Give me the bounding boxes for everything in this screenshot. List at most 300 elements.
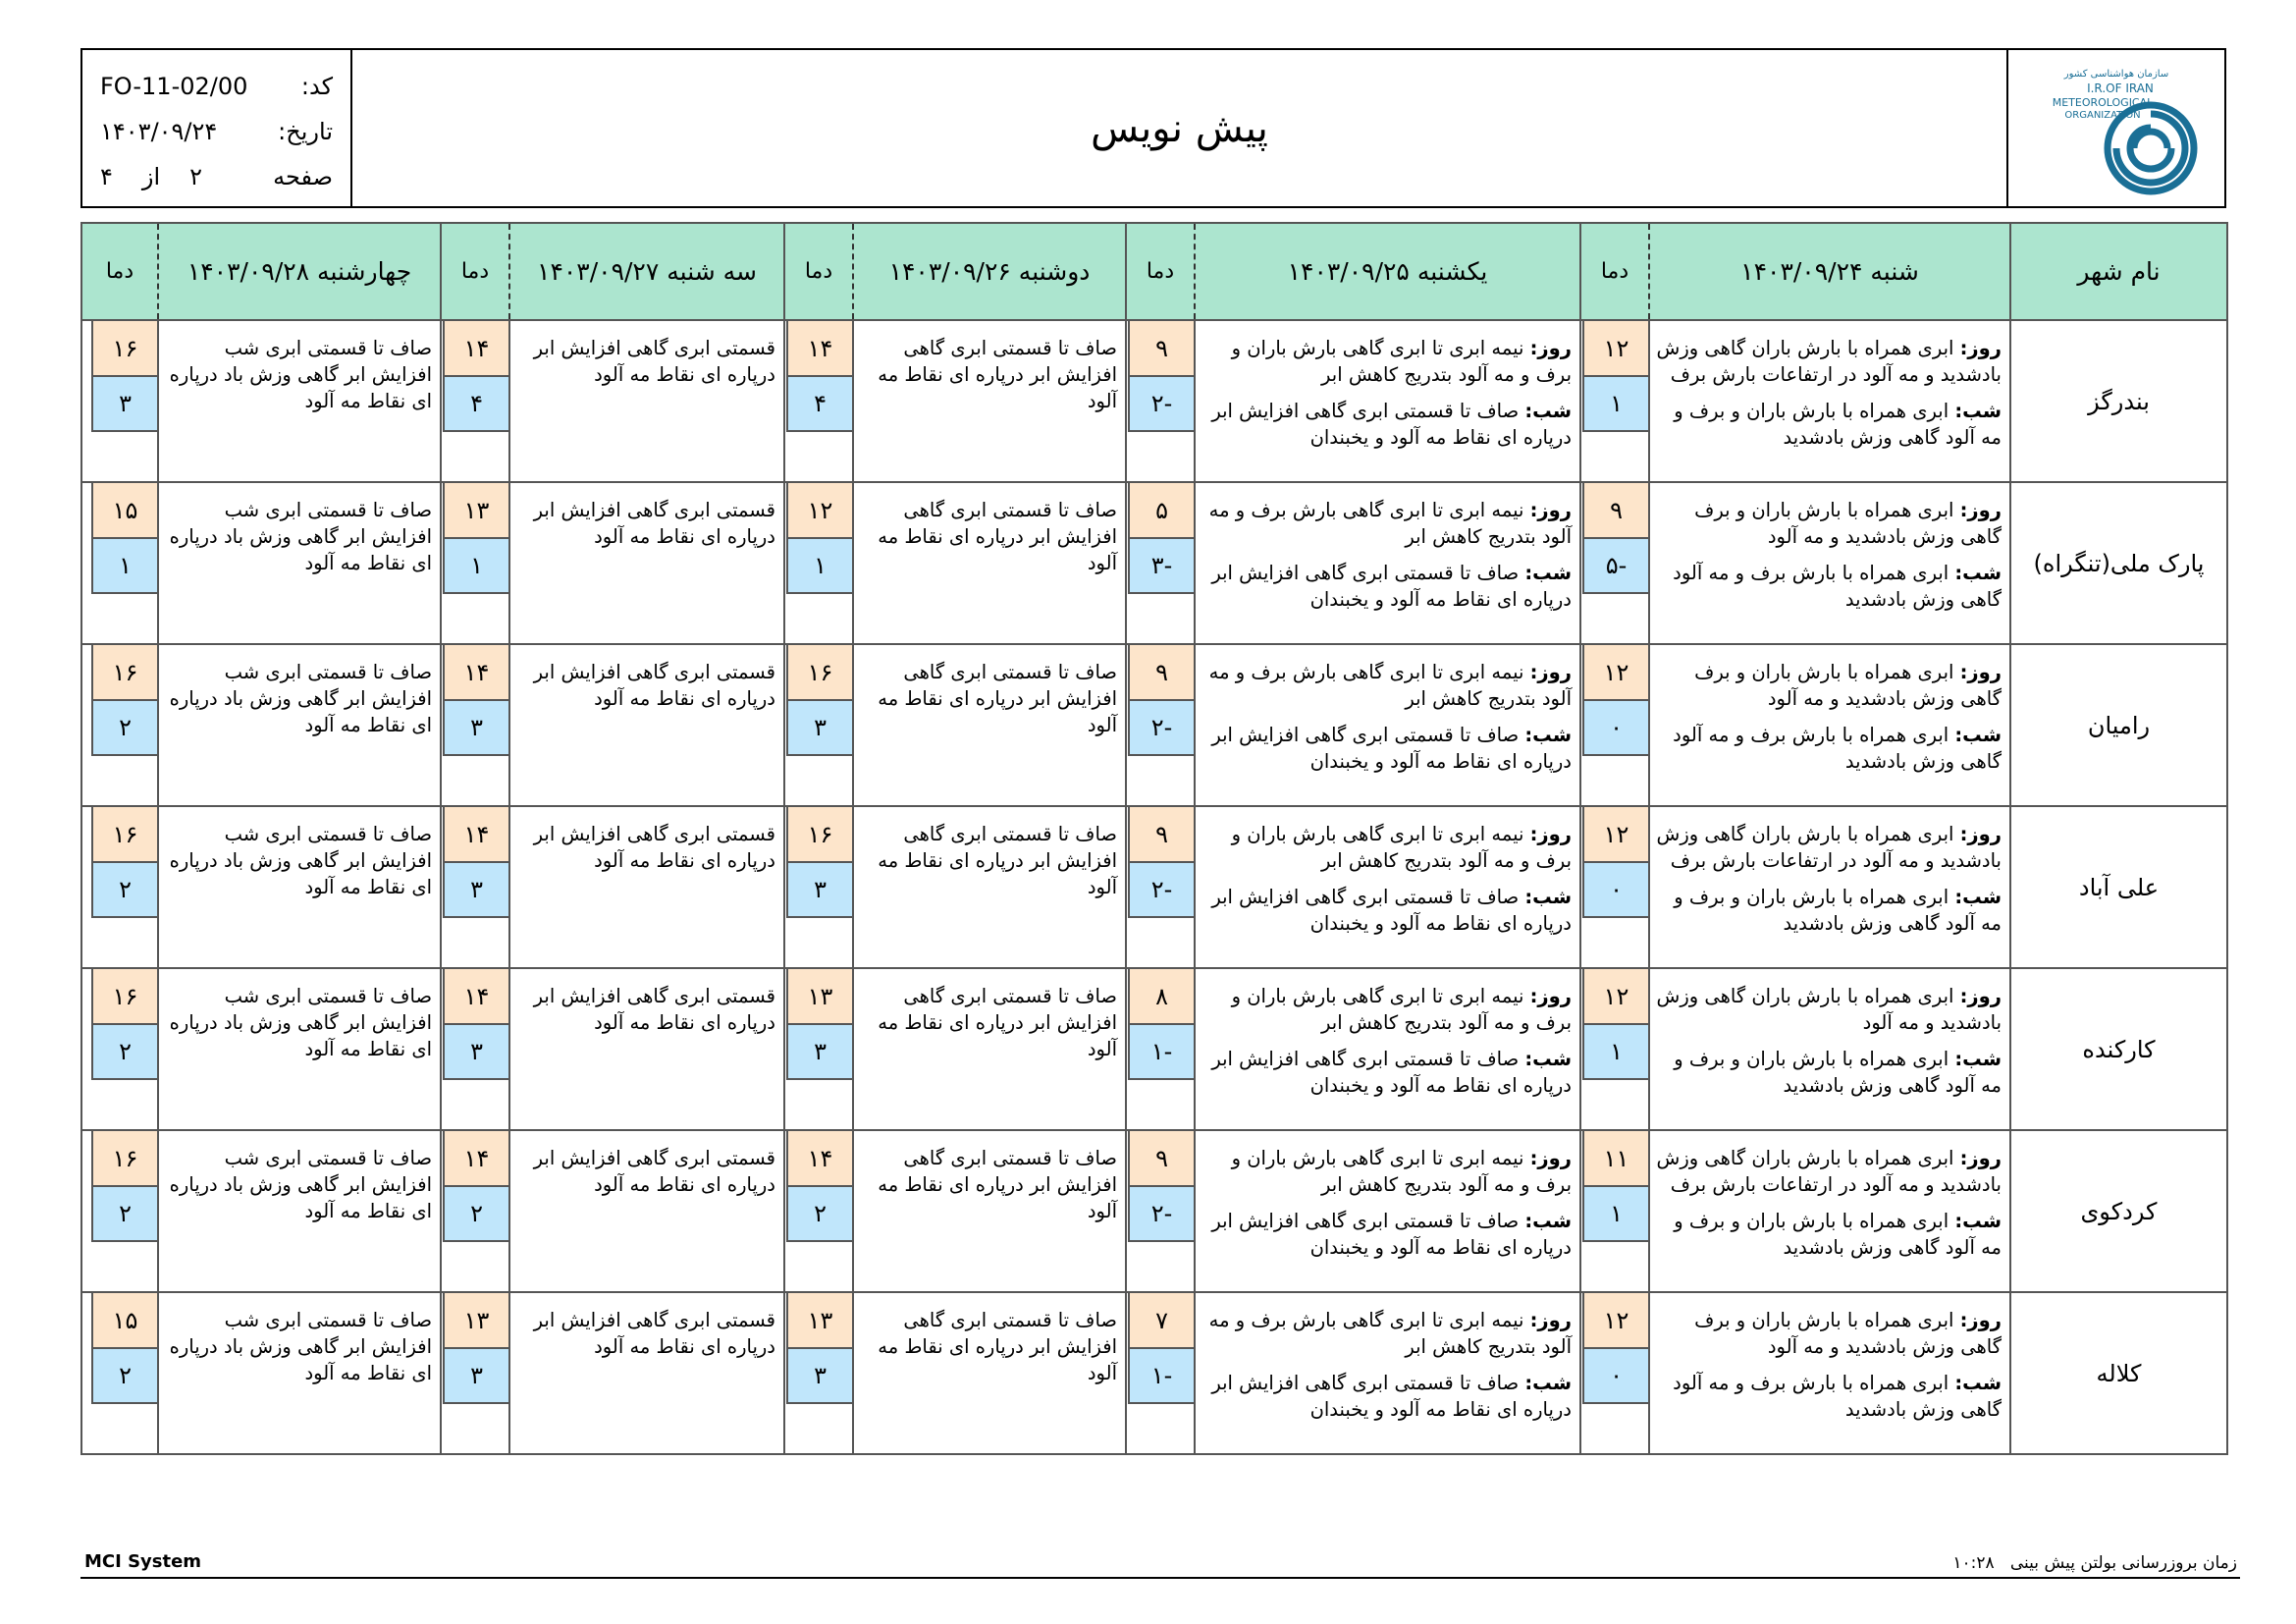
temp-box xyxy=(91,1131,157,1242)
temp-cell xyxy=(1580,1292,1649,1454)
temp-box xyxy=(1128,1293,1194,1404)
forecast-text: صاف تا قسمتی ابری شب افزایش ابر گاهی وزش باد درپاره ای نقاط مه آلود xyxy=(158,968,441,1130)
day-text: ابری همراه با بارش باران گاهی وزش بادشدید و مه آلود در ارتفاعات بارش برف xyxy=(1656,1147,2002,1196)
night-text: صاف تا قسمتی ابری گاهی افزایش ابر درپاره ای نقاط مه آلود و یخبندان xyxy=(1211,400,1572,449)
temp-box xyxy=(1582,807,1648,918)
temp-cell xyxy=(1580,968,1649,1130)
max-temp: ۱۴ xyxy=(786,1131,852,1187)
forecast-text: صاف تا قسمتی ابری گاهی افزایش ابر درپاره ای نقاط مه آلود xyxy=(853,482,1126,644)
day-header-5: چهارشنبه ۱۴۰۳/۰۹/۲۸ xyxy=(158,223,441,320)
max-temp: ۱۶ xyxy=(786,645,852,701)
forecast-day-night xyxy=(1649,1130,2010,1292)
night-forecast xyxy=(1656,722,2002,775)
forecast-text: صاف تا قسمتی ابری شب افزایش ابر گاهی وزش باد درپاره ای نقاط مه آلود xyxy=(158,644,441,806)
temp-header-2: دما xyxy=(1126,223,1195,320)
page-of: از xyxy=(141,163,161,190)
document-header xyxy=(80,48,2226,208)
night-text: صاف تا قسمتی ابری گاهی افزایش ابر درپاره ای نقاط مه آلود و یخبندان xyxy=(1211,562,1572,611)
max-temp: ۱۴ xyxy=(443,1131,508,1187)
temp-box xyxy=(1128,807,1194,918)
night-forecast xyxy=(1201,398,1572,451)
day-label: روز: xyxy=(1529,1309,1572,1331)
day-forecast xyxy=(1656,1307,2002,1360)
min-temp: ۱ xyxy=(1582,377,1648,432)
day-text: نیمه ابری تا ابری گاهی بارش برف و مه آلود بتدریج کاهش ابر xyxy=(1208,661,1572,710)
max-temp: ۱۱ xyxy=(1582,1131,1648,1187)
max-temp: ۱۲ xyxy=(786,483,852,539)
day-text: ابری همراه با بارش باران و برف گاهی وزش بادشدید و مه آلود xyxy=(1694,661,2002,710)
table-row xyxy=(81,482,2227,644)
night-text: صاف تا قسمتی ابری گاهی افزایش ابر درپاره ای نقاط مه آلود و یخبندان xyxy=(1211,724,1572,773)
temp-header-3: دما xyxy=(784,223,853,320)
temp-header-4: دما xyxy=(441,223,509,320)
night-forecast xyxy=(1201,560,1572,613)
max-temp: ۱۲ xyxy=(1582,1293,1648,1349)
min-temp: ۲ xyxy=(443,1187,508,1242)
city-header: نام شهر xyxy=(2010,223,2227,320)
min-temp: -۲ xyxy=(1128,701,1194,756)
forecast-text: صاف تا قسمتی ابری شب افزایش ابر گاهی وزش باد درپاره ای نقاط مه آلود xyxy=(158,482,441,644)
forecast-day-night xyxy=(1649,320,2010,482)
forecast-text: صاف تا قسمتی ابری گاهی افزایش ابر درپاره ای نقاط مه آلود xyxy=(853,320,1126,482)
date-label: تاریخ: xyxy=(278,118,333,145)
min-temp: -۲ xyxy=(1128,377,1194,432)
page-number: ۲ xyxy=(189,163,203,190)
logo-text-en1: I.R.OF IRAN xyxy=(2087,81,2154,95)
temp-box xyxy=(1128,321,1194,432)
day-text: ابری همراه با بارش باران و برف گاهی وزش بادشدید و مه آلود xyxy=(1694,499,2002,548)
day-text: نیمه ابری تا ابری گاهی بارش باران و برف و مه آلود بتدریج کاهش ابر xyxy=(1231,985,1572,1034)
min-temp: -۵ xyxy=(1582,539,1648,594)
temp-cell xyxy=(784,806,853,968)
temp-cell xyxy=(1580,806,1649,968)
forecast-day-night xyxy=(1195,320,1580,482)
temp-box xyxy=(1582,321,1648,432)
max-temp: ۹ xyxy=(1128,807,1194,863)
footer-divider xyxy=(80,1577,2240,1579)
max-temp: ۱۵ xyxy=(91,483,157,539)
temp-box xyxy=(786,1131,852,1242)
temp-cell xyxy=(81,1130,158,1292)
temp-box xyxy=(91,321,157,432)
night-label: شب: xyxy=(1954,1048,2002,1070)
night-text: صاف تا قسمتی ابری گاهی افزایش ابر درپاره ای نقاط مه آلود و یخبندان xyxy=(1211,886,1572,935)
temp-box xyxy=(786,645,852,756)
min-temp: ۳ xyxy=(91,377,157,432)
max-temp: ۹ xyxy=(1128,645,1194,701)
day-text: ابری همراه با بارش باران گاهی وزش بادشدید و مه آلود در ارتفاعات بارش برف xyxy=(1656,337,2002,386)
temp-cell xyxy=(81,482,158,644)
min-temp: ۰ xyxy=(1582,701,1648,756)
forecast-text: صاف تا قسمتی ابری گاهی افزایش ابر درپاره ای نقاط مه آلود xyxy=(853,1292,1126,1454)
night-forecast xyxy=(1656,560,2002,613)
forecast-day-night xyxy=(1195,1292,1580,1454)
max-temp: ۱۶ xyxy=(786,807,852,863)
day-header-4: سه شنبه ۱۴۰۳/۰۹/۲۷ xyxy=(509,223,784,320)
night-label: شب: xyxy=(1954,1210,2002,1232)
max-temp: ۷ xyxy=(1128,1293,1194,1349)
temp-cell xyxy=(441,806,509,968)
document-info xyxy=(82,50,352,206)
max-temp: ۱۴ xyxy=(443,321,508,377)
day-label: روز: xyxy=(1959,1309,2002,1331)
temp-cell xyxy=(1126,1130,1195,1292)
temp-box xyxy=(443,645,508,756)
temp-cell xyxy=(441,1292,509,1454)
night-label: شب: xyxy=(1954,1372,2002,1394)
table-header-row xyxy=(81,223,2227,320)
page-label: صفحه xyxy=(273,163,333,190)
temp-cell xyxy=(81,1292,158,1454)
temp-cell xyxy=(81,644,158,806)
night-forecast xyxy=(1656,1208,2002,1261)
forecast-text: قسمتی ابری گاهی افزایش ابر درپاره ای نقاط مه آلود xyxy=(509,968,784,1130)
day-forecast xyxy=(1656,1145,2002,1198)
day-forecast xyxy=(1201,1307,1572,1360)
forecast-day-night xyxy=(1649,806,2010,968)
temp-cell xyxy=(441,320,509,482)
table-row xyxy=(81,320,2227,482)
day-label: روز: xyxy=(1959,985,2002,1007)
city-name: بندرگز xyxy=(2010,320,2227,482)
date-value: ۱۴۰۳/۰۹/۲۴ xyxy=(100,118,218,145)
page-title: پیش نویس xyxy=(1091,105,1268,151)
organization-logo xyxy=(2006,50,2224,206)
min-temp: ۲ xyxy=(91,1025,157,1080)
min-temp: ۰ xyxy=(1582,1349,1648,1404)
min-temp: -۱ xyxy=(1128,1025,1194,1080)
temp-box xyxy=(1128,1131,1194,1242)
max-temp: ۱۴ xyxy=(443,645,508,701)
min-temp: ۱ xyxy=(91,539,157,594)
night-text: صاف تا قسمتی ابری گاهی افزایش ابر درپاره ای نقاط مه آلود و یخبندان xyxy=(1211,1210,1572,1259)
code-value: FO-11-02/00 xyxy=(100,73,248,100)
forecast-text: صاف تا قسمتی ابری شب افزایش ابر گاهی وزش باد درپاره ای نقاط مه آلود xyxy=(158,320,441,482)
temp-box xyxy=(786,483,852,594)
day-label: روز: xyxy=(1959,499,2002,521)
temp-cell xyxy=(1580,1130,1649,1292)
temp-header-5: دما xyxy=(81,223,158,320)
day-text: ابری همراه با بارش باران و برف گاهی وزش بادشدید و مه آلود xyxy=(1694,1309,2002,1358)
night-label: شب: xyxy=(1524,886,1572,908)
temp-cell xyxy=(1580,320,1649,482)
temp-box xyxy=(1128,969,1194,1080)
temp-box xyxy=(91,1293,157,1404)
max-temp: ۱۶ xyxy=(91,1131,157,1187)
night-text: ابری همراه با بارش برف و مه آلود گاهی وزش بادشدید xyxy=(1673,1372,2002,1421)
city-name: رامیان xyxy=(2010,644,2227,806)
temp-box xyxy=(1582,1293,1648,1404)
night-label: شب: xyxy=(1954,724,2002,746)
min-temp: ۳ xyxy=(786,701,852,756)
temp-cell xyxy=(784,968,853,1130)
forecast-text: قسمتی ابری گاهی افزایش ابر درپاره ای نقاط مه آلود xyxy=(509,482,784,644)
max-temp: ۱۴ xyxy=(443,969,508,1025)
temp-cell xyxy=(1580,644,1649,806)
temp-box xyxy=(443,1293,508,1404)
min-temp: ۲ xyxy=(91,1349,157,1404)
day-label: روز: xyxy=(1529,499,1572,521)
max-temp: ۱۲ xyxy=(1582,645,1648,701)
night-label: شب: xyxy=(1524,1048,1572,1070)
day-text: ابری همراه با بارش باران گاهی وزش بادشدید و مه آلود در ارتفاعات بارش برف xyxy=(1656,823,2002,872)
night-label: شب: xyxy=(1954,562,2002,584)
code-label: کد: xyxy=(300,73,333,100)
night-forecast xyxy=(1201,1370,1572,1423)
city-name: علی آباد xyxy=(2010,806,2227,968)
day-text: ابری همراه با بارش باران گاهی وزش بادشدید و مه آلود xyxy=(1656,985,2002,1034)
day-forecast xyxy=(1656,335,2002,388)
forecast-text: قسمتی ابری گاهی افزایش ابر درپاره ای نقاط مه آلود xyxy=(509,644,784,806)
temp-cell xyxy=(1126,968,1195,1130)
min-temp: ۳ xyxy=(443,701,508,756)
max-temp: ۱۶ xyxy=(91,645,157,701)
min-temp: ۱ xyxy=(786,539,852,594)
max-temp: ۱۶ xyxy=(91,807,157,863)
day-forecast xyxy=(1201,659,1572,712)
min-temp: ۳ xyxy=(786,1025,852,1080)
forecast-text: صاف تا قسمتی ابری شب افزایش ابر گاهی وزش باد درپاره ای نقاط مه آلود xyxy=(158,806,441,968)
temp-box xyxy=(443,807,508,918)
max-temp: ۹ xyxy=(1128,321,1194,377)
night-text: ابری همراه با بارش برف و مه آلود گاهی وزش بادشدید xyxy=(1673,724,2002,773)
min-temp: ۳ xyxy=(443,1025,508,1080)
temp-box xyxy=(786,807,852,918)
logo-text-fa: سازمان هواشناسی کشور xyxy=(2063,68,2169,80)
day-forecast xyxy=(1656,983,2002,1036)
night-label: شب: xyxy=(1524,562,1572,584)
logo-text-en3: ORGANIZATION xyxy=(2064,109,2141,121)
temp-cell xyxy=(1126,482,1195,644)
temp-cell xyxy=(1126,1292,1195,1454)
temp-box xyxy=(786,1293,852,1404)
night-forecast xyxy=(1201,1208,1572,1261)
temp-box xyxy=(1582,483,1648,594)
table-row xyxy=(81,644,2227,806)
forecast-table xyxy=(80,222,2228,1455)
max-temp: ۱۴ xyxy=(443,807,508,863)
temp-cell xyxy=(441,968,509,1130)
day-label: روز: xyxy=(1529,337,1572,359)
day-text: نیمه ابری تا ابری گاهی بارش باران و برف و مه آلود بتدریج کاهش ابر xyxy=(1231,337,1572,386)
temp-box xyxy=(443,321,508,432)
forecast-day-night xyxy=(1195,644,1580,806)
temp-box xyxy=(1582,1131,1648,1242)
night-forecast xyxy=(1656,1046,2002,1099)
temp-box xyxy=(1582,645,1648,756)
temp-box xyxy=(443,969,508,1080)
min-temp: -۲ xyxy=(1128,863,1194,918)
table-row xyxy=(81,1130,2227,1292)
night-text: ابری همراه با بارش برف و مه آلود گاهی وزش بادشدید xyxy=(1673,562,2002,611)
min-temp: ۳ xyxy=(786,1349,852,1404)
temp-cell xyxy=(81,806,158,968)
update-label: زمان بروزرسانی بولتن پیش بینی xyxy=(2009,1553,2237,1573)
max-temp: ۱۳ xyxy=(443,483,508,539)
night-forecast xyxy=(1656,1370,2002,1423)
day-label: روز: xyxy=(1529,985,1572,1007)
day-forecast xyxy=(1656,659,2002,712)
page-total: ۴ xyxy=(100,163,113,190)
forecast-day-night xyxy=(1649,1292,2010,1454)
forecast-text: صاف تا قسمتی ابری شب افزایش ابر گاهی وزش باد درپاره ای نقاط مه آلود xyxy=(158,1130,441,1292)
day-label: روز: xyxy=(1959,661,2002,683)
night-forecast xyxy=(1201,884,1572,937)
table-row xyxy=(81,968,2227,1130)
forecast-text: صاف تا قسمتی ابری گاهی افزایش ابر درپاره ای نقاط مه آلود xyxy=(853,968,1126,1130)
night-label: شب: xyxy=(1524,400,1572,422)
night-label: شب: xyxy=(1524,724,1572,746)
max-temp: ۱۶ xyxy=(91,321,157,377)
max-temp: ۹ xyxy=(1128,1131,1194,1187)
day-text: نیمه ابری تا ابری گاهی بارش برف و مه آلود بتدریج کاهش ابر xyxy=(1208,499,1572,548)
min-temp: ۱ xyxy=(1582,1187,1648,1242)
day-label: روز: xyxy=(1529,661,1572,683)
temp-box xyxy=(443,1131,508,1242)
temp-box xyxy=(91,645,157,756)
temp-cell xyxy=(81,968,158,1130)
night-label: شب: xyxy=(1954,400,2002,422)
night-text: ابری همراه با بارش باران و برف و مه آلود گاهی وزش بادشدید xyxy=(1674,886,2002,935)
night-text: صاف تا قسمتی ابری گاهی افزایش ابر درپاره ای نقاط مه آلود و یخبندان xyxy=(1211,1048,1572,1097)
temp-box xyxy=(91,969,157,1080)
temp-box xyxy=(1582,969,1648,1080)
temp-box xyxy=(91,807,157,918)
night-label: شب: xyxy=(1524,1210,1572,1232)
max-temp: ۱۲ xyxy=(1582,807,1648,863)
logo-text-en2: METEOROLOGICAL xyxy=(2052,95,2154,109)
max-temp: ۱۵ xyxy=(91,1293,157,1349)
day-label: روز: xyxy=(1529,1147,1572,1169)
forecast-text: قسمتی ابری گاهی افزایش ابر درپاره ای نقاط مه آلود xyxy=(509,806,784,968)
temp-cell xyxy=(1580,482,1649,644)
forecast-text: صاف تا قسمتی ابری شب افزایش ابر گاهی وزش باد درپاره ای نقاط مه آلود xyxy=(158,1292,441,1454)
system-label: MCI System xyxy=(84,1551,202,1572)
min-temp: ۳ xyxy=(443,1349,508,1404)
temp-cell xyxy=(784,644,853,806)
day-text: نیمه ابری تا ابری گاهی بارش برف و مه آلود بتدریج کاهش ابر xyxy=(1208,1309,1572,1358)
day-text: نیمه ابری تا ابری گاهی بارش باران و برف و مه آلود بتدریج کاهش ابر xyxy=(1231,823,1572,872)
day-forecast xyxy=(1201,1145,1572,1198)
forecast-text: صاف تا قسمتی ابری گاهی افزایش ابر درپاره ای نقاط مه آلود xyxy=(853,806,1126,968)
max-temp: ۱۳ xyxy=(786,1293,852,1349)
max-temp: ۱۴ xyxy=(786,321,852,377)
day-label: روز: xyxy=(1529,823,1572,845)
night-text: ابری همراه با بارش باران و برف و مه آلود گاهی وزش بادشدید xyxy=(1674,1210,2002,1259)
temp-box xyxy=(91,483,157,594)
night-forecast xyxy=(1656,884,2002,937)
temp-cell xyxy=(1126,644,1195,806)
temp-cell xyxy=(784,1292,853,1454)
page-number-group xyxy=(100,163,202,190)
forecast-text: صاف تا قسمتی ابری گاهی افزایش ابر درپاره ای نقاط مه آلود xyxy=(853,1130,1126,1292)
day-header-1: شنبه ۱۴۰۳/۰۹/۲۴ xyxy=(1649,223,2010,320)
temp-cell xyxy=(81,320,158,482)
min-temp: ۰ xyxy=(1582,863,1648,918)
min-temp: ۳ xyxy=(786,863,852,918)
day-header-3: دوشنبه ۱۴۰۳/۰۹/۲۶ xyxy=(853,223,1126,320)
day-forecast xyxy=(1656,821,2002,874)
max-temp: ۱۳ xyxy=(786,969,852,1025)
city-name: کارکنده xyxy=(2010,968,2227,1130)
max-temp: ۵ xyxy=(1128,483,1194,539)
temp-box xyxy=(443,483,508,594)
min-temp: ۴ xyxy=(786,377,852,432)
max-temp: ۸ xyxy=(1128,969,1194,1025)
night-label: شب: xyxy=(1954,886,2002,908)
night-forecast xyxy=(1656,398,2002,451)
temp-cell xyxy=(441,482,509,644)
table-row xyxy=(81,1292,2227,1454)
city-name: کلاله xyxy=(2010,1292,2227,1454)
min-temp: ۱ xyxy=(1582,1025,1648,1080)
forecast-day-night xyxy=(1649,482,2010,644)
forecast-text: قسمتی ابری گاهی افزایش ابر درپاره ای نقاط مه آلود xyxy=(509,1292,784,1454)
meteorological-organization-logo-icon xyxy=(2018,55,2215,202)
temp-box xyxy=(786,321,852,432)
night-forecast xyxy=(1201,1046,1572,1099)
temp-cell xyxy=(1126,320,1195,482)
day-label: روز: xyxy=(1959,337,2002,359)
min-temp: ۲ xyxy=(786,1187,852,1242)
temp-cell xyxy=(441,644,509,806)
min-temp: ۴ xyxy=(443,377,508,432)
night-text: صاف تا قسمتی ابری گاهی افزایش ابر درپاره ای نقاط مه آلود و یخبندان xyxy=(1211,1372,1572,1421)
day-header-2: یکشنبه ۱۴۰۳/۰۹/۲۵ xyxy=(1195,223,1580,320)
min-temp: ۲ xyxy=(91,863,157,918)
forecast-text: قسمتی ابری گاهی افزایش ابر درپاره ای نقاط مه آلود xyxy=(509,1130,784,1292)
day-text: نیمه ابری تا ابری گاهی بارش باران و برف و مه آلود بتدریج کاهش ابر xyxy=(1231,1147,1572,1196)
min-temp: -۱ xyxy=(1128,1349,1194,1404)
city-name: پارک ملی(تنگراه) xyxy=(2010,482,2227,644)
night-text: ابری همراه با بارش باران و برف و مه آلود گاهی وزش بادشدید xyxy=(1674,400,2002,449)
temp-header-1: دما xyxy=(1580,223,1649,320)
update-info xyxy=(1952,1553,2237,1573)
forecast-day-night xyxy=(1195,968,1580,1130)
max-temp: ۱۶ xyxy=(91,969,157,1025)
forecast-day-night xyxy=(1649,968,2010,1130)
day-forecast xyxy=(1201,497,1572,550)
day-label: روز: xyxy=(1959,1147,2002,1169)
forecast-day-night xyxy=(1649,644,2010,806)
temp-cell xyxy=(441,1130,509,1292)
night-text: ابری همراه با بارش باران و برف و مه آلود گاهی وزش بادشدید xyxy=(1674,1048,2002,1097)
city-name: کردکوی xyxy=(2010,1130,2227,1292)
night-label: شب: xyxy=(1524,1372,1572,1394)
temp-cell xyxy=(784,482,853,644)
table-row xyxy=(81,806,2227,968)
update-time: ۱۰:۲۸ xyxy=(1952,1553,1995,1573)
day-forecast xyxy=(1201,821,1572,874)
min-temp: ۳ xyxy=(443,863,508,918)
temp-cell xyxy=(784,1130,853,1292)
min-temp: ۱ xyxy=(443,539,508,594)
day-label: روز: xyxy=(1959,823,2002,845)
forecast-day-night xyxy=(1195,1130,1580,1292)
min-temp: ۲ xyxy=(91,1187,157,1242)
temp-cell xyxy=(784,320,853,482)
night-forecast xyxy=(1201,722,1572,775)
forecast-text: صاف تا قسمتی ابری گاهی افزایش ابر درپاره ای نقاط مه آلود xyxy=(853,644,1126,806)
temp-box xyxy=(1128,483,1194,594)
day-forecast xyxy=(1201,335,1572,388)
temp-box xyxy=(1128,645,1194,756)
forecast-text: قسمتی ابری گاهی افزایش ابر درپاره ای نقاط مه آلود xyxy=(509,320,784,482)
max-temp: ۱۲ xyxy=(1582,969,1648,1025)
day-forecast xyxy=(1656,497,2002,550)
forecast-day-night xyxy=(1195,482,1580,644)
min-temp: ۲ xyxy=(91,701,157,756)
